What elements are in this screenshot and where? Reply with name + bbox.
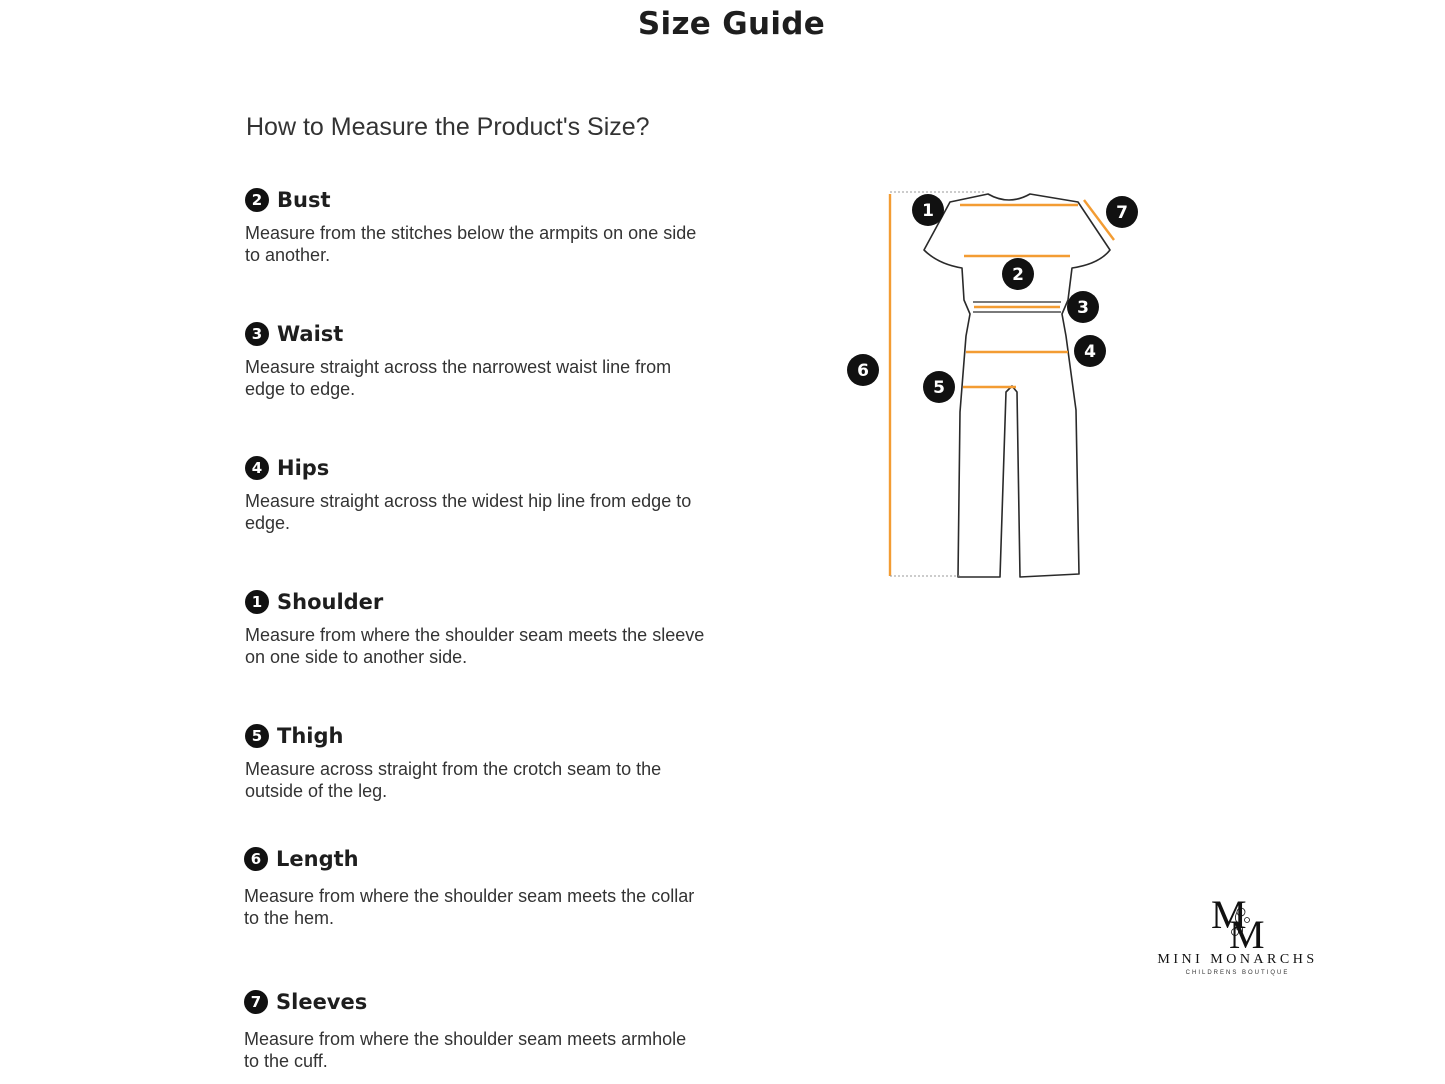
number-badge-icon: 2: [245, 188, 269, 212]
svg-text:7: 7: [1116, 203, 1128, 223]
svg-text:M: M: [1210, 892, 1247, 937]
number-badge-icon: 5: [245, 724, 269, 748]
section-description: Measure straight across the narrowest waist line from edge to edge.: [245, 357, 672, 399]
section-title: Length: [276, 847, 359, 871]
marker-4-icon: [1074, 335, 1106, 367]
svg-text:1: 1: [922, 201, 934, 221]
section-waist: [245, 320, 765, 400]
section-thigh: [245, 722, 765, 802]
svg-text:6: 6: [857, 361, 869, 381]
section-title: Hips: [277, 456, 330, 480]
section-description: Measure from where the shoulder seam meets the sleeve on one side to another side.: [245, 625, 705, 667]
section-hips: [245, 454, 765, 534]
jumpsuit-diagram: [840, 180, 1160, 590]
svg-text:5: 5: [933, 378, 945, 398]
section-title: Waist: [277, 322, 344, 346]
brand-name: MINI MONARCHS: [1157, 952, 1318, 967]
marker-7-icon: [1106, 196, 1138, 228]
marker-6-icon: [847, 354, 879, 386]
svg-text:4: 4: [1084, 342, 1096, 362]
section-title: Shoulder: [277, 590, 384, 614]
section-bust: [245, 186, 765, 266]
marker-1-icon: [912, 194, 944, 226]
section-title: Thigh: [277, 724, 344, 748]
svg-text:M: M: [1228, 912, 1265, 950]
number-badge-icon: 6: [244, 847, 268, 871]
number-badge-icon: 3: [245, 322, 269, 346]
number-badge-icon: 7: [244, 990, 268, 1014]
brand-tagline: CHILDRENS BOUTIQUE: [1185, 970, 1290, 976]
svg-text:3: 3: [1077, 298, 1089, 318]
section-length: [244, 845, 764, 929]
number-badge-icon: 4: [245, 456, 269, 480]
section-sleeves: [244, 988, 764, 1072]
subtitle: How to Measure the Product's Size?: [246, 113, 650, 141]
brand-logo: [1140, 890, 1335, 976]
number-badge-icon: 1: [245, 590, 269, 614]
section-description: Measure from where the shoulder seam meets the collar to the hem.: [244, 886, 695, 928]
monogram-icon: [1203, 890, 1273, 950]
section-title: Sleeves: [276, 990, 368, 1014]
svg-text:2: 2: [1012, 265, 1024, 285]
section-shoulder: [245, 588, 765, 668]
section-title: Bust: [277, 188, 331, 212]
section-description: Measure from where the shoulder seam meets armhole to the cuff.: [244, 1029, 687, 1071]
marker-5-icon: [923, 371, 955, 403]
marker-2-icon: [1002, 258, 1034, 290]
page-title: Size Guide: [637, 6, 826, 42]
section-description: Measure from the stitches below the armpits on one side to another.: [245, 223, 697, 265]
marker-3-icon: [1067, 291, 1099, 323]
section-description: Measure across straight from the crotch seam to the outside of the leg.: [245, 759, 662, 801]
section-description: Measure straight across the widest hip line from edge to edge.: [245, 491, 692, 533]
